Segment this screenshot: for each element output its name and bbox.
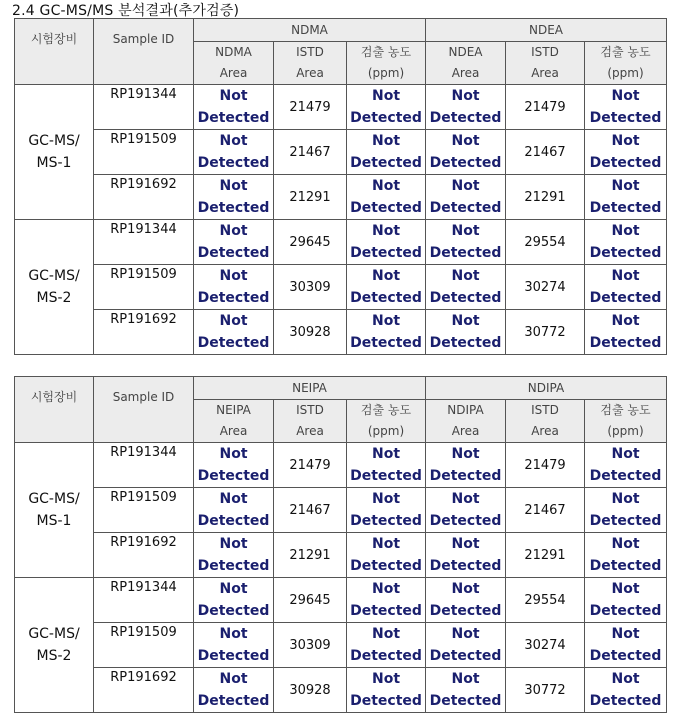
area-header-line: NEIPA — [216, 403, 251, 417]
istd-area-cell: 29645 — [274, 578, 347, 623]
istd-area-cell: 21467 — [506, 130, 585, 175]
nd-text: Detected — [429, 335, 502, 351]
nd-text: Detected — [350, 468, 422, 484]
nd-text: Detected — [197, 693, 270, 709]
nd-text: Not — [219, 133, 248, 149]
sample-id-cell: RP191509 — [94, 623, 194, 668]
nd-text: Detected — [350, 245, 422, 261]
nd-text: Detected — [429, 245, 502, 261]
area-header — [194, 42, 274, 85]
nd-text: Not — [451, 446, 480, 462]
concentration-header — [347, 400, 426, 443]
area-header-line: Area — [219, 424, 248, 438]
header-row — [15, 377, 667, 400]
nd-text: Not — [451, 491, 480, 507]
not-detected-cell — [426, 265, 506, 310]
table-row — [15, 130, 667, 175]
not-detected-cell — [194, 85, 274, 130]
not-detected-cell — [347, 533, 426, 578]
table-row — [15, 85, 667, 130]
nd-text: Detected — [589, 245, 662, 261]
nd-text: Detected — [350, 648, 422, 664]
not-detected-cell — [585, 175, 667, 220]
nd-text: Not — [611, 268, 640, 284]
sample-id-header: Sample ID — [94, 19, 194, 85]
not-detected-cell — [585, 310, 667, 355]
istd-header-line: Area — [531, 66, 559, 80]
conc-header-line: 검출 농도 — [360, 45, 412, 59]
istd-area-header — [506, 42, 585, 85]
nd-text: Not — [611, 671, 640, 687]
concentration-header — [585, 42, 667, 85]
nd-text: Not — [219, 223, 248, 239]
istd-area-cell: 30309 — [274, 265, 347, 310]
nd-text: Detected — [429, 200, 502, 216]
nd-text: Not — [371, 671, 401, 687]
area-header-line: NDMA — [215, 45, 252, 59]
not-detected-cell — [585, 533, 667, 578]
header-row — [15, 19, 667, 42]
istd-area-cell: 30928 — [274, 310, 347, 355]
nd-text: Detected — [350, 693, 422, 709]
nd-text: Detected — [589, 290, 662, 306]
nd-text: Detected — [429, 648, 502, 664]
istd-area-cell: 21479 — [506, 443, 585, 488]
istd-area-cell: 21467 — [274, 488, 347, 533]
istd-header-line: ISTD — [531, 403, 559, 417]
not-detected-cell — [426, 85, 506, 130]
not-detected-cell — [194, 533, 274, 578]
nd-text: Not — [371, 536, 401, 552]
nd-text: Not — [611, 88, 640, 104]
not-detected-cell — [585, 265, 667, 310]
nd-text: Not — [451, 536, 480, 552]
instrument-cell — [15, 443, 94, 578]
instrument-name-line: MS-2 — [36, 648, 72, 664]
results-table-2 — [14, 376, 667, 713]
sample-id-header: Sample ID — [94, 377, 194, 443]
nd-text: Not — [611, 536, 640, 552]
area-header — [194, 400, 274, 443]
not-detected-cell — [347, 488, 426, 533]
instrument-name-line: GC-MS/ — [28, 626, 80, 642]
istd-area-cell: 30274 — [506, 623, 585, 668]
istd-area-header — [506, 400, 585, 443]
nd-text: Detected — [589, 513, 662, 529]
istd-area-cell: 30309 — [274, 623, 347, 668]
table-row — [15, 310, 667, 355]
instrument-name-line: MS-1 — [36, 513, 72, 529]
istd-area-cell: 29554 — [506, 578, 585, 623]
not-detected-cell — [585, 488, 667, 533]
istd-area-cell: 21479 — [506, 85, 585, 130]
nd-text: Detected — [429, 603, 502, 619]
nd-text: Detected — [589, 603, 662, 619]
nd-text: Detected — [429, 110, 502, 126]
nd-text: Not — [451, 178, 480, 194]
istd-header-line: ISTD — [296, 45, 324, 59]
conc-header-line: 검출 농도 — [600, 45, 651, 59]
area-header — [426, 42, 506, 85]
not-detected-cell — [194, 310, 274, 355]
nd-text: Detected — [350, 155, 422, 171]
not-detected-cell — [585, 578, 667, 623]
nd-text: Not — [219, 626, 248, 642]
nd-text: Detected — [429, 290, 502, 306]
not-detected-cell — [426, 175, 506, 220]
not-detected-cell — [585, 668, 667, 713]
not-detected-cell — [426, 623, 506, 668]
not-detected-cell — [585, 85, 667, 130]
nd-text: Not — [451, 223, 480, 239]
not-detected-cell — [426, 578, 506, 623]
istd-area-cell: 29645 — [274, 220, 347, 265]
not-detected-cell — [194, 668, 274, 713]
nd-text: Detected — [197, 290, 270, 306]
nd-text: Not — [451, 268, 480, 284]
nd-text: Detected — [197, 513, 270, 529]
compound-group-header: NDEA — [426, 19, 667, 42]
sample-id-cell: RP191344 — [94, 220, 194, 265]
instrument-name-line: MS-1 — [36, 155, 72, 171]
sample-id-cell: RP191692 — [94, 310, 194, 355]
not-detected-cell — [347, 578, 426, 623]
istd-header-line: ISTD — [531, 45, 559, 59]
nd-text: Detected — [350, 110, 422, 126]
nd-text: Not — [219, 446, 248, 462]
nd-text: Detected — [429, 558, 502, 574]
sample-id-cell: RP191692 — [94, 175, 194, 220]
nd-text: Detected — [350, 558, 422, 574]
nd-text: Not — [451, 313, 480, 329]
nd-text: Detected — [350, 290, 422, 306]
nd-text: Detected — [350, 200, 422, 216]
conc-header-line: 검출 농도 — [360, 403, 412, 417]
nd-text: Detected — [197, 110, 270, 126]
not-detected-cell — [194, 175, 274, 220]
not-detected-cell — [585, 623, 667, 668]
not-detected-cell — [426, 533, 506, 578]
concentration-header — [347, 42, 426, 85]
table-row — [15, 668, 667, 713]
table-row — [15, 623, 667, 668]
instrument-name-line: GC-MS/ — [28, 133, 80, 149]
conc-header-line: (ppm) — [367, 66, 405, 80]
nd-text: Not — [219, 88, 248, 104]
conc-header-line: 검출 농도 — [600, 403, 651, 417]
instrument-name-line: MS-2 — [36, 290, 72, 306]
area-header-line: NDIPA — [447, 403, 484, 417]
istd-area-cell: 21291 — [506, 175, 585, 220]
nd-text: Not — [611, 313, 640, 329]
istd-area-header — [274, 400, 347, 443]
istd-area-cell: 30274 — [506, 265, 585, 310]
nd-text: Detected — [197, 200, 270, 216]
sample-id-cell: RP191344 — [94, 578, 194, 623]
not-detected-cell — [347, 623, 426, 668]
sample-id-cell: RP191509 — [94, 265, 194, 310]
not-detected-cell — [426, 130, 506, 175]
nd-text: Detected — [429, 513, 502, 529]
nd-text: Not — [371, 581, 401, 597]
not-detected-cell — [426, 668, 506, 713]
nd-text: Not — [219, 671, 248, 687]
nd-text: Not — [451, 133, 480, 149]
table-row — [15, 533, 667, 578]
conc-header-line: (ppm) — [607, 424, 644, 438]
area-header — [426, 400, 506, 443]
istd-area-cell: 21467 — [506, 488, 585, 533]
nd-text: Detected — [589, 200, 662, 216]
not-detected-cell — [426, 488, 506, 533]
istd-area-cell: 21291 — [274, 533, 347, 578]
table-row — [15, 175, 667, 220]
nd-text: Detected — [429, 155, 502, 171]
nd-text: Not — [371, 223, 401, 239]
instrument-name-line: GC-MS/ — [28, 268, 80, 284]
equipment-header: 시험장비 — [15, 19, 94, 85]
not-detected-cell — [426, 310, 506, 355]
nd-text: Not — [219, 491, 248, 507]
nd-text: Not — [451, 581, 480, 597]
sample-id-cell: RP191509 — [94, 130, 194, 175]
nd-text: Not — [451, 671, 480, 687]
concentration-header — [585, 400, 667, 443]
not-detected-cell — [347, 310, 426, 355]
nd-text: Detected — [589, 110, 662, 126]
table-row — [15, 443, 667, 488]
not-detected-cell — [194, 443, 274, 488]
results-table-1 — [14, 18, 667, 355]
sample-id-cell: RP191692 — [94, 533, 194, 578]
sample-id-cell: RP191509 — [94, 488, 194, 533]
nd-text: Detected — [589, 155, 662, 171]
istd-header-line: Area — [296, 424, 324, 438]
istd-area-cell: 21291 — [274, 175, 347, 220]
nd-text: Not — [371, 626, 401, 642]
area-header-line: Area — [451, 66, 480, 80]
instrument-cell — [15, 578, 94, 713]
not-detected-cell — [585, 443, 667, 488]
instrument-cell — [15, 220, 94, 355]
instrument-cell — [15, 85, 94, 220]
nd-text: Detected — [589, 648, 662, 664]
nd-text: Not — [371, 313, 401, 329]
compound-group-header: NDIPA — [426, 377, 667, 400]
nd-text: Not — [371, 178, 401, 194]
istd-area-cell: 30928 — [274, 668, 347, 713]
nd-text: Detected — [197, 648, 270, 664]
not-detected-cell — [347, 130, 426, 175]
nd-text: Not — [219, 268, 248, 284]
istd-area-cell: 30772 — [506, 310, 585, 355]
not-detected-cell — [347, 175, 426, 220]
istd-area-header — [274, 42, 347, 85]
conc-header-line: (ppm) — [607, 66, 644, 80]
nd-text: Detected — [589, 693, 662, 709]
table-row — [15, 488, 667, 533]
not-detected-cell — [585, 130, 667, 175]
not-detected-cell — [347, 265, 426, 310]
nd-text: Not — [371, 88, 401, 104]
nd-text: Detected — [197, 335, 270, 351]
istd-header-line: Area — [531, 424, 559, 438]
nd-text: Not — [611, 446, 640, 462]
nd-text: Detected — [350, 335, 422, 351]
nd-text: Not — [611, 491, 640, 507]
section-heading: 2.4 GC-MS/MS 분석결과(추가검증) — [12, 3, 240, 19]
nd-text: Not — [219, 536, 248, 552]
istd-header-line: Area — [296, 66, 324, 80]
not-detected-cell — [347, 668, 426, 713]
nd-text: Detected — [197, 603, 270, 619]
sample-id-cell: RP191692 — [94, 668, 194, 713]
istd-header-line: ISTD — [296, 403, 324, 417]
sample-id-cell: RP191344 — [94, 85, 194, 130]
istd-area-cell: 29554 — [506, 220, 585, 265]
nd-text: Not — [451, 88, 480, 104]
conc-header-line: (ppm) — [367, 424, 405, 438]
area-header-line: Area — [451, 424, 480, 438]
equipment-header: 시험장비 — [15, 377, 94, 443]
nd-text: Not — [611, 133, 640, 149]
not-detected-cell — [347, 85, 426, 130]
nd-text: Not — [451, 626, 480, 642]
nd-text: Detected — [589, 335, 662, 351]
nd-text: Not — [611, 581, 640, 597]
not-detected-cell — [347, 443, 426, 488]
compound-group-header: NDMA — [194, 19, 426, 42]
not-detected-cell — [194, 623, 274, 668]
area-header-line: Area — [219, 66, 248, 80]
nd-text: Not — [371, 268, 401, 284]
not-detected-cell — [194, 130, 274, 175]
nd-text: Detected — [429, 468, 502, 484]
istd-area-cell: 21479 — [274, 443, 347, 488]
nd-text: Not — [371, 446, 401, 462]
table-row — [15, 220, 667, 265]
istd-area-cell: 21467 — [274, 130, 347, 175]
nd-text: Not — [611, 626, 640, 642]
not-detected-cell — [426, 443, 506, 488]
nd-text: Not — [371, 491, 401, 507]
table-row — [15, 265, 667, 310]
not-detected-cell — [347, 220, 426, 265]
compound-group-header: NEIPA — [194, 377, 426, 400]
nd-text: Detected — [429, 693, 502, 709]
not-detected-cell — [426, 220, 506, 265]
nd-text: Detected — [197, 468, 270, 484]
nd-text: Detected — [197, 245, 270, 261]
nd-text: Detected — [589, 558, 662, 574]
nd-text: Not — [611, 178, 640, 194]
nd-text: Not — [219, 313, 248, 329]
istd-area-cell: 21479 — [274, 85, 347, 130]
not-detected-cell — [194, 578, 274, 623]
nd-text: Not — [371, 133, 401, 149]
not-detected-cell — [194, 265, 274, 310]
nd-text: Detected — [350, 513, 422, 529]
istd-area-cell: 30772 — [506, 668, 585, 713]
nd-text: Detected — [350, 603, 422, 619]
not-detected-cell — [194, 220, 274, 265]
area-header-line: NDEA — [448, 45, 483, 59]
table-row — [15, 578, 667, 623]
nd-text: Not — [611, 223, 640, 239]
nd-text: Detected — [197, 155, 270, 171]
instrument-name-line: GC-MS/ — [28, 491, 80, 507]
nd-text: Detected — [197, 558, 270, 574]
nd-text: Not — [219, 581, 248, 597]
nd-text: Detected — [589, 468, 662, 484]
not-detected-cell — [585, 220, 667, 265]
sample-id-cell: RP191344 — [94, 443, 194, 488]
nd-text: Not — [219, 178, 248, 194]
not-detected-cell — [194, 488, 274, 533]
istd-area-cell: 21291 — [506, 533, 585, 578]
